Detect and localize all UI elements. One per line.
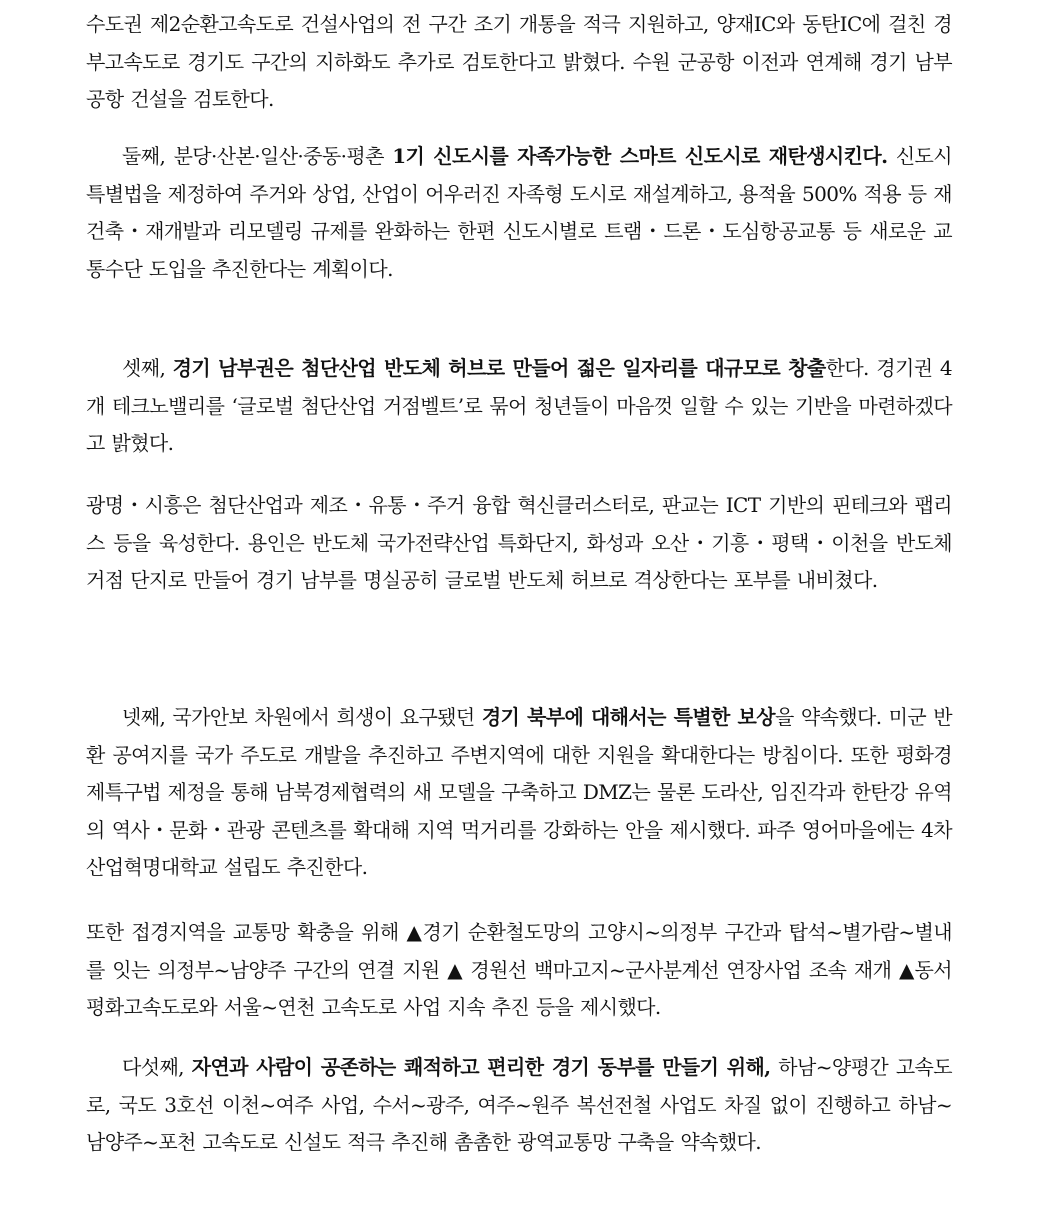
paragraph-lead: 다섯째, xyxy=(122,1055,192,1079)
paragraph-highlight: 경기 남부권은 첨단산업 반도체 허브로 만들어 젊은 일자리를 대규모로 창출 xyxy=(172,356,826,380)
paragraph-lead: 둘째, 분당·산본·일산·중동·평촌 xyxy=(122,144,393,168)
paragraph-border-transport xyxy=(86,914,952,1027)
paragraph-semiconductor-hub xyxy=(86,350,952,463)
paragraph-highlight: 자연과 사람이 공존하는 쾌적하고 편리한 경기 동부를 만들기 위해, xyxy=(191,1055,771,1079)
paragraph-transport-south xyxy=(86,6,952,119)
paragraph-text: 한다. 경기권 4개 테크노밸리를 ‘글로벌 첨단산업 거점벨트’로 묶어 청년들이 마음껏 일할 수 있는 기반을 마련하겠다고 밝혔다. xyxy=(86,356,952,456)
paragraph-text: 을 약속했다. 미군 반환 공여지를 국가 주도로 개발을 추진하고 주변지역에 대한 지원을 확대한다는 방침이다. 또한 평화경제특구법 제정을 통해 남북경제협력의 새 모델을 구축하고 DMZ는 물론 도라산, 임진각과 한탄강 유역의 역사・문화・관광 콘텐츠를 확대해 지역 먹거리를 강화하는 안을 제시했다. 파주 영어마을에는 4차산업혁명대학교 설립도 추진한다. xyxy=(86,705,952,880)
paragraph-east-transport xyxy=(86,1049,952,1162)
paragraph-industry-clusters xyxy=(86,487,952,600)
paragraph-lead: 셋째, xyxy=(122,356,173,380)
paragraph-text: 하남~양평간 고속도로, 국도 3호선 이천~여주 사업, 수서~광주, 여주~원주 복선전철 사업도 차질 없이 진행하고 하남~남양주~포천 고속도로 신설도 적극 추진해 촘촘한 광역교통망 구축을 약속했다. xyxy=(86,1055,952,1155)
paragraph-text: 광명・시흥은 첨단산업과 제조・유통・주거 융합 혁신클러스터로, 판교는 ICT 기반의 핀테크와 팹리스 등을 육성한다. 용인은 반도체 국가전략산업 특화단지, 화성과 오산・기흥・평택・이천을 반도체 거점 단지로 만들어 경기 남부를 명실공히 글로벌 반도체 허브로 격상한다는 포부를 내비쳤다. xyxy=(86,493,952,593)
paragraph-lead: 넷째, 국가안보 차원에서 희생이 요구됐던 xyxy=(122,705,482,729)
paragraph-new-towns xyxy=(86,138,952,288)
paragraph-text: 신도시 특별법을 제정하여 주거와 상업, 산업이 어우러진 자족형 도시로 재설계하고, 용적율 500% 적용 등 재건축・재개발과 리모델링 규제를 완화하는 한편 신도시별로 트램・드론・도심항공교통 등 새로운 교통수단 도입을 추진한다는 계획이다. xyxy=(86,144,952,281)
paragraph-north-compensation xyxy=(86,699,952,887)
paragraph-text: 또한 접경지역을 교통망 확충을 위해 ▲경기 순환철도망의 고양시~의정부 구간과 탑석~별가람~별내를 잇는 의정부~남양주 구간의 연결 지원 ▲ 경원선 백마고지~군사분계선 연장사업 조속 재개 ▲동서평화고속도로와 서울~연천 고속도로 사업 지속 추진 등을 제시했다. xyxy=(86,920,952,1020)
paragraph-text: 수도권 제2순환고속도로 건설사업의 전 구간 조기 개통을 적극 지원하고, 양재IC와 동탄IC에 걸친 경부고속도로 경기도 구간의 지하화도 추가로 검토한다고 밝혔다. 수원 군공항 이전과 연계해 경기 남부 공항 건설을 검토한다. xyxy=(86,12,952,112)
paragraph-highlight: 1기 신도시를 자족가능한 스마트 신도시로 재탄생시킨다. xyxy=(392,144,888,168)
paragraph-highlight: 경기 북부에 대해서는 특별한 보상 xyxy=(481,705,775,729)
